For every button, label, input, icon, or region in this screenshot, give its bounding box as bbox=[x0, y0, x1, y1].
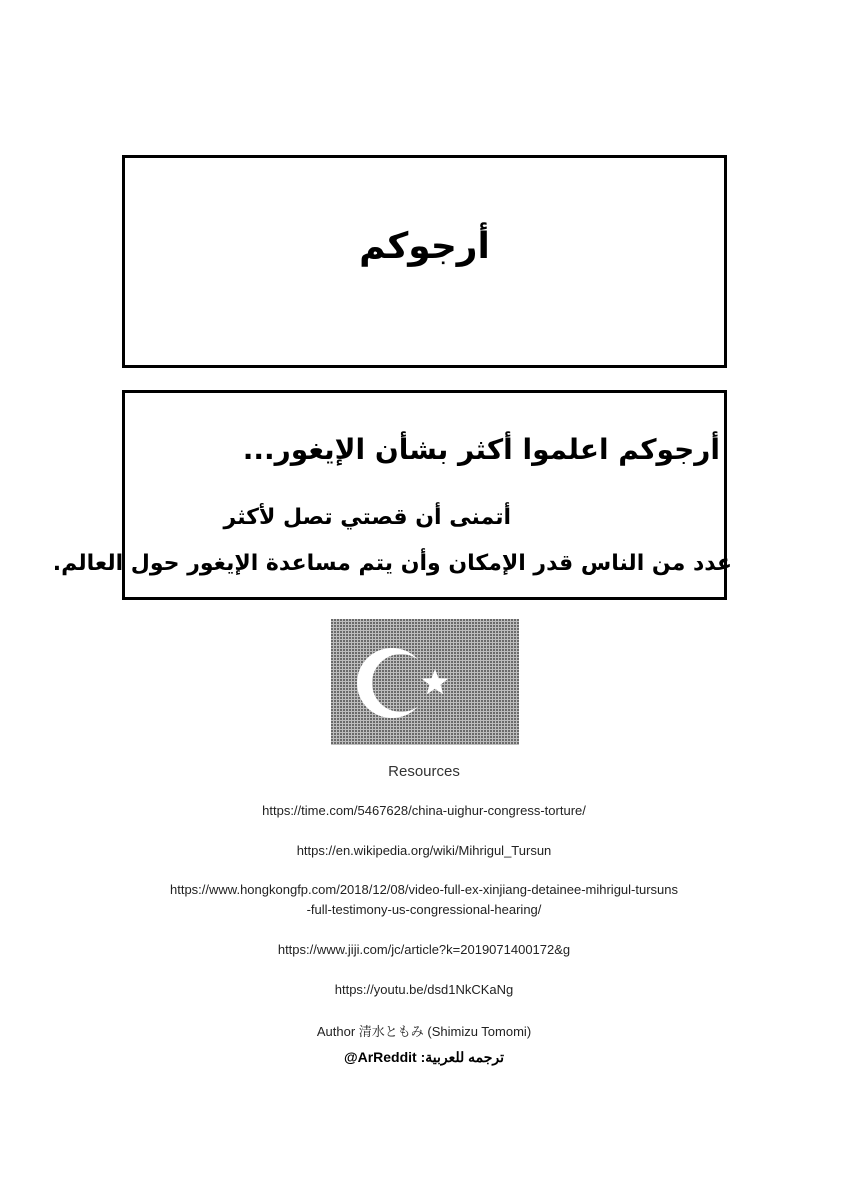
comic-panel-top bbox=[122, 155, 727, 368]
author-credit: Author 清水ともみ (Shimizu Tomomi) bbox=[316, 1024, 532, 1039]
message-line-1: أرجوكم اعلموا أكثر بشأن الإيغور... bbox=[242, 433, 720, 466]
resource-link-hongkongfp-continued[interactable]: -full-testimony-us-congressional-hearing/ bbox=[306, 902, 542, 917]
translator-handle: @ArReddit bbox=[343, 1049, 417, 1065]
message-line-3: عدد من الناس قدر الإمكان وأن يتم مساعدة الإيغور حول العالم. bbox=[52, 551, 732, 576]
resource-link-hongkongfp[interactable]: https://www.hongkongfp.com/2018/12/08/video-full-ex-xinjiang-detainee-mihrigul-tursuns bbox=[170, 882, 678, 897]
comic-panel-message bbox=[52, 390, 732, 600]
translator-credit bbox=[0, 1049, 848, 1066]
resource-link-youtube[interactable]: https://youtu.be/dsd1NkCKaNg bbox=[334, 982, 514, 997]
resources-heading: Resources bbox=[388, 763, 460, 780]
resource-link-jiji[interactable]: https://www.jiji.com/jc/article?k=2019071400172&g bbox=[277, 942, 571, 957]
east-turkestan-flag-icon bbox=[331, 619, 519, 745]
translator-label: ترجمه للعربية: bbox=[420, 1049, 505, 1065]
resource-link-wikipedia[interactable]: https://en.wikipedia.org/wiki/Mihrigul_Tursun bbox=[296, 843, 552, 858]
resource-link-time[interactable]: https://time.com/5467628/china-uighur-congress-torture/ bbox=[262, 803, 586, 818]
message-line-2: أتمنى أن قصتي تصل لأكثر bbox=[223, 505, 511, 530]
panel-title-text: أرجوكم bbox=[359, 226, 490, 267]
